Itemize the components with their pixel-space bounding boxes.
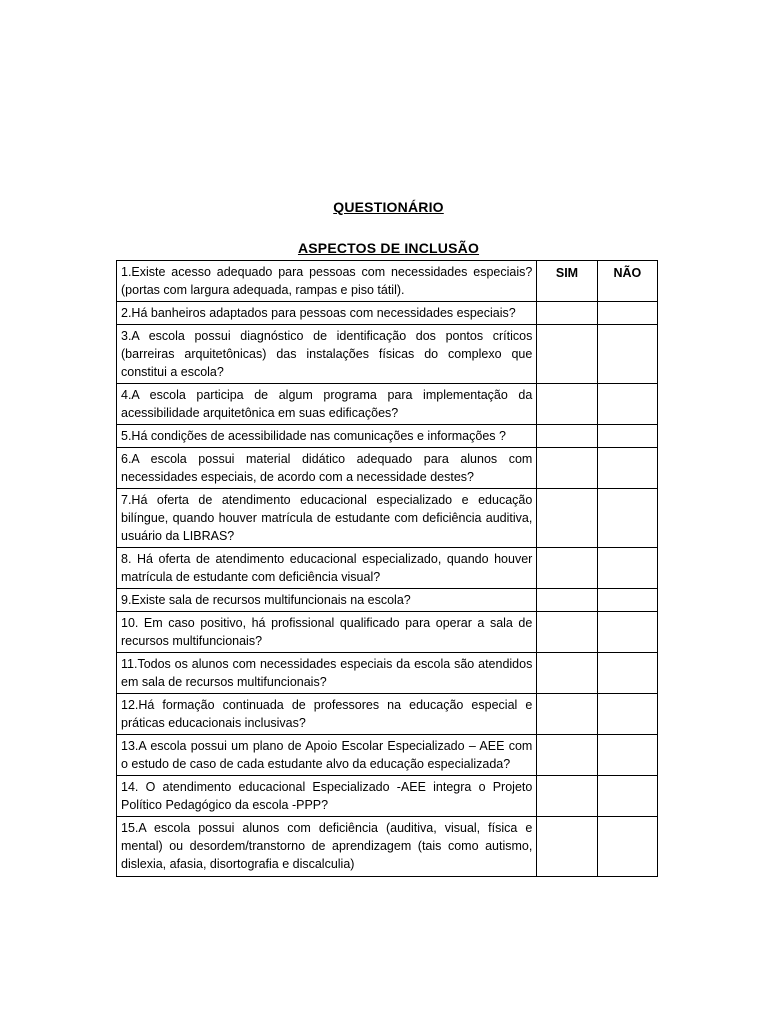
answer-yes-cell[interactable] [537,489,597,548]
answer-no-cell[interactable] [597,425,657,448]
question-cell: 4.A escola participa de algum programa para implementação da acessibilidade arquitetônica em suas edificações? [117,384,537,425]
answer-yes-cell[interactable] [537,653,597,694]
answer-no-cell[interactable] [597,817,657,877]
table-row [117,384,658,425]
answer-yes-cell[interactable] [537,776,597,817]
table-row [117,325,658,384]
answer-no-cell[interactable] [597,302,657,325]
table-row [117,817,658,877]
answer-yes-cell[interactable] [537,425,597,448]
answer-yes-cell[interactable] [537,735,597,776]
answer-no-cell[interactable] [597,489,657,548]
answer-no-cell[interactable] [597,384,657,425]
answer-no-cell[interactable] [597,776,657,817]
table-row [117,589,658,612]
table-row [117,612,658,653]
table-row [117,694,658,735]
header-no: NÃO [597,261,657,302]
question-cell: 5.Há condições de acessibilidade nas comunicações e informações ? [117,425,537,448]
question-cell: 7.Há oferta de atendimento educacional especializado e educação bilíngue, quando houver matrícula de estudante com deficiência auditiva, usuário da LIBRAS? [117,489,537,548]
table-row [117,261,658,302]
table-row [117,489,658,548]
header-yes: SIM [537,261,597,302]
answer-yes-cell[interactable] [537,448,597,489]
question-cell: 9.Existe sala de recursos multifuncionais na escola? [117,589,537,612]
question-cell: 11.Todos os alunos com necessidades especiais da escola são atendidos em sala de recursos multifuncionais? [117,653,537,694]
question-cell: 10. Em caso positivo, há profissional qualificado para operar a sala de recursos multifuncionais? [117,612,537,653]
table-row [117,448,658,489]
table-row [117,653,658,694]
question-cell: 13.A escola possui um plano de Apoio Escolar Especializado – AEE com o estudo de caso de cada estudante alvo da educação especializada? [117,735,537,776]
question-cell: 2.Há banheiros adaptados para pessoas com necessidades especiais? [117,302,537,325]
question-cell: 14. O atendimento educacional Especializado -AEE integra o Projeto Político Pedagógico da escola -PPP? [117,776,537,817]
answer-no-cell[interactable] [597,735,657,776]
answer-yes-cell[interactable] [537,548,597,589]
question-cell: 3.A escola possui diagnóstico de identificação dos pontos críticos (barreiras arquitetônicas) das instalações físicas do complexo que constitui a escola? [117,325,537,384]
question-cell: 6.A escola possui material didático adequado para alunos com necessidades especiais, de acordo com a necessidade destes? [117,448,537,489]
answer-yes-cell[interactable] [537,817,597,877]
question-cell: 15.A escola possui alunos com deficiência (auditiva, visual, física e mental) ou desordem/transtorno de aprendizagem (tais como autismo, dislexia, afasia, disortografia e discalculia) [117,817,537,877]
answer-yes-cell[interactable] [537,589,597,612]
question-cell: 12.Há formação continuada de professores na educação especial e práticas educacionais inclusivas? [117,694,537,735]
answer-no-cell[interactable] [597,448,657,489]
question-cell: 8. Há oferta de atendimento educacional especializado, quando houver matrícula de estudante com deficiência visual? [117,548,537,589]
answer-yes-cell[interactable] [537,612,597,653]
table-row [117,776,658,817]
answer-yes-cell[interactable] [537,302,597,325]
question-cell: 1.Existe acesso adequado para pessoas com necessidades especiais? (portas com largura adequada, rampas e piso tátil). [117,261,537,302]
answer-no-cell[interactable] [597,325,657,384]
answer-no-cell[interactable] [597,589,657,612]
table-row [117,735,658,776]
table-row [117,425,658,448]
document-subtitle: ASPECTOS DE INCLUSÃO [297,240,480,256]
answer-no-cell[interactable] [597,548,657,589]
questionnaire-table [116,260,658,877]
answer-no-cell[interactable] [597,612,657,653]
table-row [117,548,658,589]
answer-yes-cell[interactable] [537,384,597,425]
answer-no-cell[interactable] [597,694,657,735]
answer-yes-cell[interactable] [537,694,597,735]
answer-no-cell[interactable] [597,653,657,694]
document-title: QUESTIONÁRIO [333,199,444,215]
answer-yes-cell[interactable] [537,325,597,384]
table-row [117,302,658,325]
